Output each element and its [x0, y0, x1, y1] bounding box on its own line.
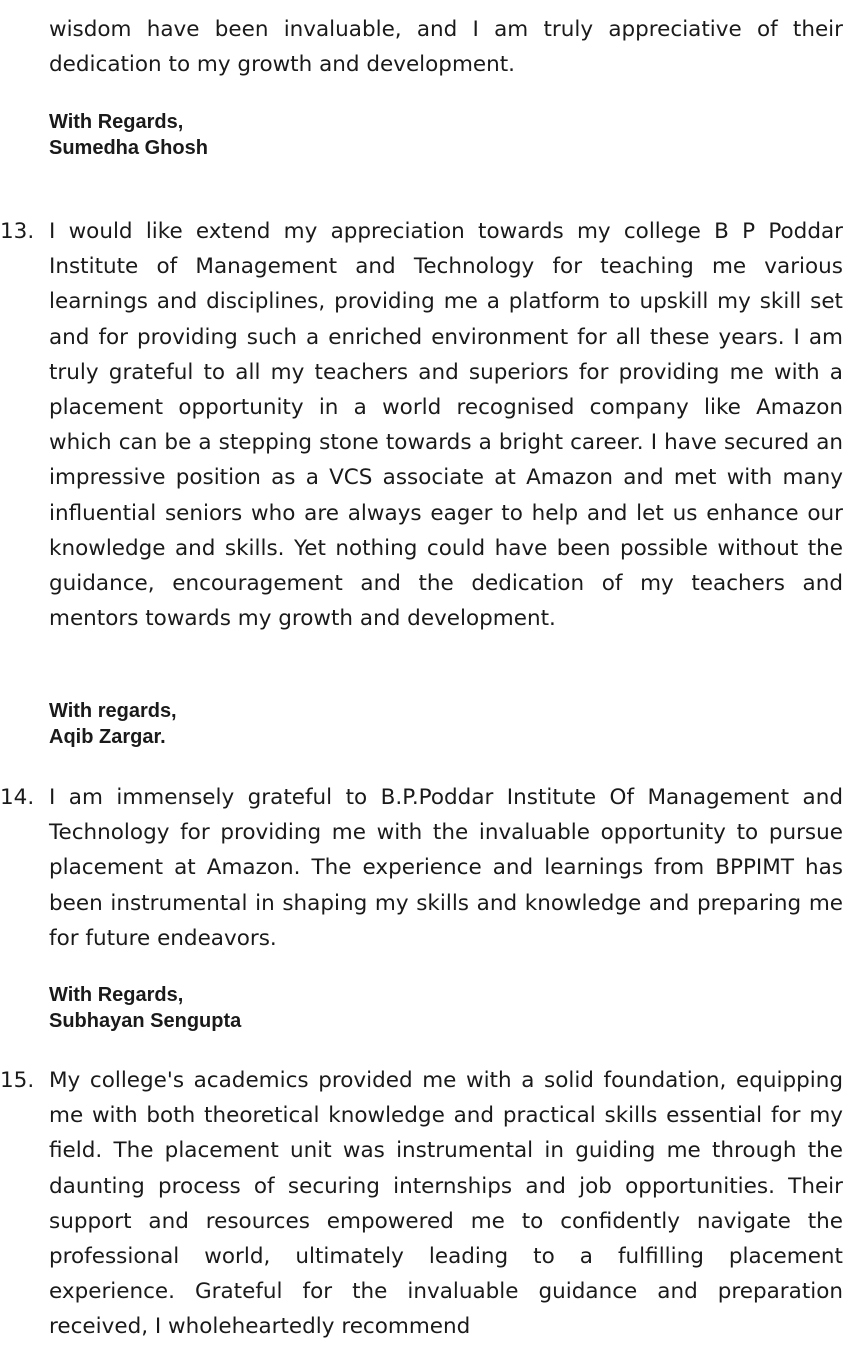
previous-testimonial-text: wisdom have been invaluable, and I am truly appreciative of their dedication to my growth and development.: [49, 17, 843, 78]
previous-testimonial-signature: [49, 109, 208, 161]
signature-name: Sumedha Ghosh: [49, 137, 208, 159]
testimonial-signature: [49, 982, 241, 1034]
testimonial-text: My college's academics provided me with a solid foundation, equipping me with both theoretical knowledge and practical skills essential for my field. The placement unit was instrumental in guiding me through the daunting process of securing internships and job opportunities. Their support and resources empowered me to confidently navigate the professional world, ultimately leading to a fulfilling placement experience. Grateful for the invaluable guidance and preparation received, I wholeheartedly recommend: [49, 1068, 843, 1340]
signature-regards: With Regards,: [49, 111, 184, 133]
testimonial-number: 15.: [0, 1068, 35, 1093]
testimonial-number: 13.: [0, 219, 35, 244]
testimonial-number: 14.: [0, 785, 35, 810]
signature-name: Aqib Zargar.: [49, 726, 166, 748]
testimonial-text: I would like extend my appreciation towards my college B P Poddar Institute of Management and Technology for teaching me various learnings and disciplines, providing me a platform to upskill my skill set and for providing such a enriched environment for all these years. I am truly grateful to all my teachers and superiors for providing me with a placement opportunity in a world recognised company like Amazon which can be a stepping stone towards a bright career. I have secured an impressive position as a VCS associate at Amazon and met with many influential seniors who are always eager to help and let us enhance our knowledge and skills. Yet nothing could have been possible without the guidance, encouragement and the dedication of my teachers and mentors towards my growth and development.: [49, 219, 843, 632]
signature-regards: With regards,: [49, 700, 177, 722]
signature-name: Subhayan Sengupta: [49, 1010, 242, 1032]
testimonial-text: I am immensely grateful to B.P.Poddar Institute Of Management and Technology for providing me with the invaluable opportunity to pursue placement at Amazon. The experience and learnings from BPPIMT has been instrumental in shaping my skills and knowledge and preparing me for future endeavors.: [49, 785, 843, 951]
signature-regards: With Regards,: [49, 984, 184, 1006]
testimonial-signature: [49, 698, 177, 750]
